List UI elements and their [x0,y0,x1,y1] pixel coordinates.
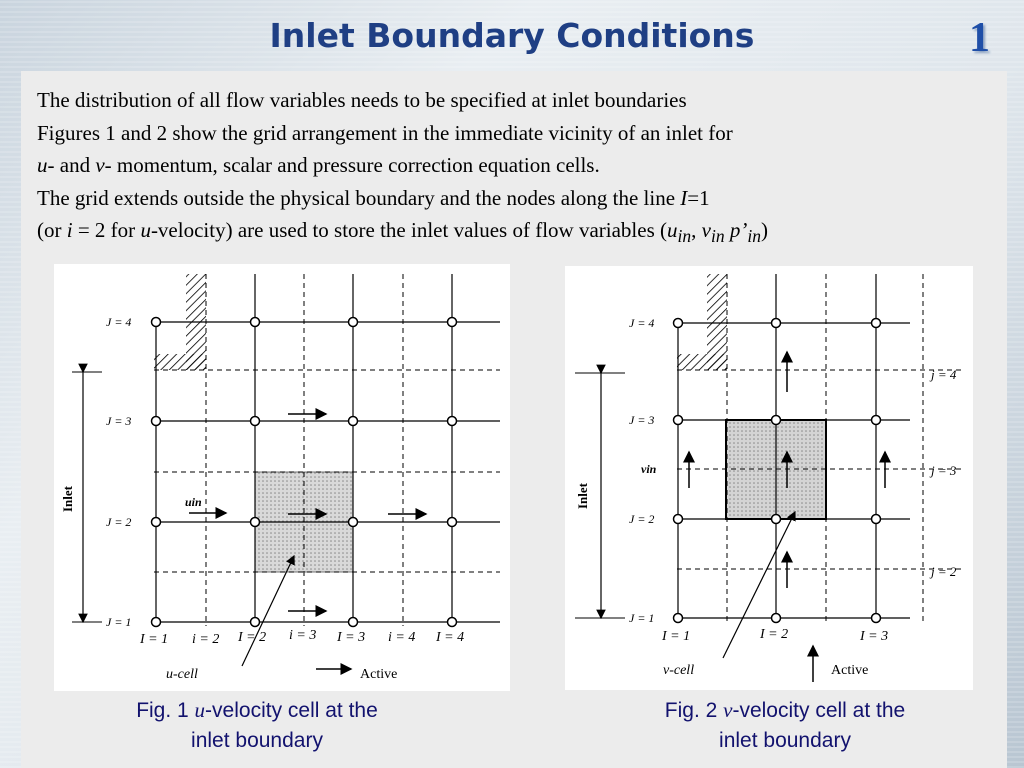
fig2-i-label: I = 1 [662,629,691,644]
boundary-wall-horizontal [677,354,727,370]
paragraph-line-2: Figures 1 and 2 show the grid arrangement in the immediate vicinity of an inlet for [37,120,733,145]
fig1-i-label: I = 2 [238,630,267,645]
fig1-uin-label: uin [185,495,202,509]
fig2-j-label: J = 3 [629,413,655,427]
boundary-wall-horizontal [154,354,206,370]
fig2-jstag-label: j = 2 [931,564,957,579]
fig2-inlet-label: Inlet [575,483,590,509]
paragraph-line-5: (or i = 2 for u-velocity) are used to store the inlet values of flow variables ($u_{in}$, $v_{in}$ $p’_{in}$) [37,218,768,247]
fig2-i-label: I = 2 [760,627,789,642]
fig2-active-label: Active [831,663,869,678]
slide-number: 1 [969,15,990,61]
intro-paragraph [37,84,997,253]
fig1-i-label: i = 3 [289,628,317,643]
fig2-j-label: J = 1 [629,611,655,625]
fig1-i-label: I = 1 [140,632,169,647]
fig1-i-label: I = 3 [337,630,366,645]
fig1-j-label: J = 3 [106,414,132,428]
fig2-vin-label: vin [641,462,657,476]
fig1-j-label: J = 2 [106,515,132,529]
fig1-cell-label: u-cell [166,667,198,682]
figure-1-u-cell-grid [54,264,510,691]
paragraph-line-4: The grid extends outside the physical boundary and the nodes along the line I=1 [37,185,710,210]
fig1-i-label: i = 2 [192,632,220,647]
fig2-j-label: J = 2 [629,512,655,526]
figure-2-v-cell-grid [565,266,973,690]
fig2-cell-label: v-cell [663,663,695,678]
fig2-jstag-label: j = 4 [931,367,957,382]
fig1-j-label: J = 1 [106,615,132,629]
fig1-inlet-label: Inlet [60,486,75,512]
figure-2-caption: Fig. 2 v-velocity cell at the inlet boundary [664,698,906,752]
slide-title: Inlet Boundary Conditions [269,16,755,55]
fig2-j-label: J = 4 [629,316,655,330]
paragraph-line-1: The distribution of all flow variables needs to be specified at inlet boundaries [37,88,687,112]
fig2-jstag-label: j = 3 [931,463,957,478]
figure-1-caption: Fig. 1 u-velocity cell at the inlet boundary [136,698,378,752]
fig1-i-label: i = 4 [388,630,416,645]
fig2-i-label: I = 3 [860,629,889,644]
fig1-i-label: I = 4 [436,630,465,645]
paragraph-line-3: u- and v- momentum, scalar and pressure correction equation cells. [37,153,600,177]
fig1-active-label: Active [360,667,398,682]
fig1-j-label: J = 4 [106,315,132,329]
